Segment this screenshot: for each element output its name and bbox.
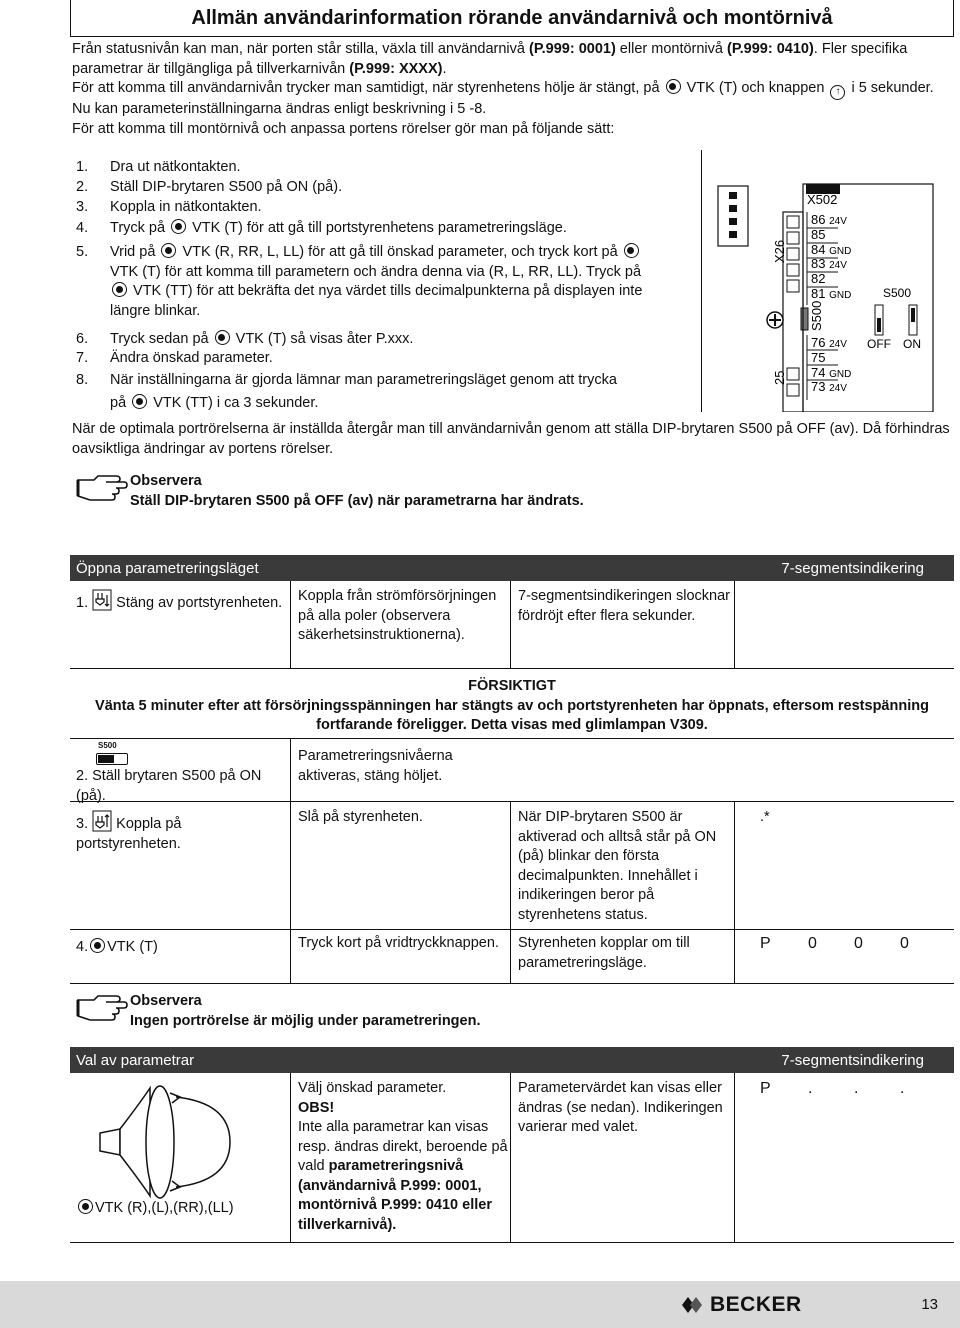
x26-label: X26 [772, 239, 787, 263]
svg-text:82: 82 [811, 271, 826, 286]
s500-label: S500 [883, 286, 912, 300]
table-row: 1. Stäng av portstyrenheten. Koppla från strömförsörjningen på alla poler (observera säkerhetsinstruktionerna). 7-segmentsindikeringen slocknar fördröjt efter flera sekunder. [70, 581, 954, 669]
table-row: 3. Koppla på portstyrenheten. Slå på styrenheten. När DIP-brytaren S500 är aktiverad och alltså står på ON (på) blinkar den första decimalpunkten. Innehållet i indikeringen beror på styrenhetens status. .* [70, 802, 954, 930]
caution-box: FÖRSIKTIGT Vänta 5 minuter efter att försörjningsspänningen har stängts av och portstyrenheten har öppnats, eftersom restspänning fortfarande föreligger. Detta visas med glimlampan V309. [95, 678, 929, 733]
up-button-icon: ↑ [830, 85, 845, 100]
svg-text:74 GND: 74 GND [811, 365, 852, 380]
pointing-hand-icon [76, 472, 128, 502]
seven-segment-display: P 0 0 0 [760, 935, 909, 952]
section-header-open-parameter-mode: Öppna parametreringsläget 7-segmentsindikering [70, 555, 954, 581]
intro [72, 40, 952, 139]
brand-name: BECKER [710, 1293, 802, 1316]
page-number: 13 [921, 1296, 938, 1313]
slide-switch-icon [96, 753, 128, 765]
vtk-knob-icon [132, 394, 147, 409]
svg-text:84 GND: 84 GND [811, 242, 852, 257]
vtk-knob-icon [78, 1199, 93, 1214]
s500-icon-label: S500 [98, 741, 117, 750]
svg-text:83 24V: 83 24V [811, 256, 847, 271]
on-label: ON [903, 337, 921, 351]
dip-switch-icon [801, 308, 808, 330]
vtk-knob-icon [624, 243, 639, 258]
note-2: Observera Ingen portrörelse är möjlig under parametreringen. [72, 992, 952, 1034]
after-paragraph: När de optimala portrörelserna är inställda återgår man till användarnivån genom att ställa DIP-brytaren S500 på OFF (av). Då förhindras oavsiktliga ändringar av portens rörelser. [72, 421, 950, 457]
becker-logo-icon [680, 1293, 704, 1317]
vtk-knob-icon [666, 79, 681, 94]
page-title: Allmän användarinformation rörande användarnivå och montörnivå [191, 7, 833, 29]
vtk-knob-icon [171, 219, 186, 234]
x502-label: X502 [807, 192, 838, 207]
x25-label: 25 [772, 370, 787, 385]
seven-segment-display: P . . . [760, 1080, 905, 1097]
plug-off-icon [92, 589, 112, 611]
intro-paragraph-1: Från statusnivån kan man, när porten står stilla, växla till användarnivå (P.999: 0001) eller montörnivå (P.999: 0410). Fler specifika parametrar är tillgängliga på tillverkarnivån (P.999: XXXX). [72, 41, 908, 77]
s500-vertical-label: S500 [809, 300, 824, 331]
intro-paragraph-2: För att komma till användarnivån trycker man samtidigt, när styrenhetens hölje är stängt, på VTK (T) och knappen ↑ i 5 sekunder. Nu kan parameterinställningarna ändras enligt beskrivning i 5 -8. [72, 80, 934, 117]
pointing-hand-icon [76, 992, 128, 1022]
vtk-knob-icon [161, 243, 176, 258]
svg-text:81 GND: 81 GND [811, 286, 852, 301]
svg-text:75: 75 [811, 350, 826, 365]
table-row: VTK (R),(L),(RR),(LL) Välj önskad parameter. OBS! Inte alla parametrar kan visas resp. ändras direkt, beroende på vald parametreringsnivå (användarnivå P.999: 0001, montörnivå P.999: 0410 eller tillverkarnivå). Parametervärdet kan visas eller ändras (se nedan). Indikeringen varierar med valet. P . . . [70, 1073, 954, 1243]
title-box [70, 0, 954, 37]
table-row: S500 2. Ställ brytaren S500 på ON (på). Parametreringsnivåerna aktiveras, stäng höljet. [70, 738, 954, 802]
terminal-diagram [703, 150, 954, 412]
plug-on-icon [92, 810, 112, 832]
footer [0, 1281, 960, 1328]
intro-paragraph-3: För att komma till montörnivå och anpassa portens rörelser gör man på följande sätt: [72, 120, 615, 137]
svg-text:85: 85 [811, 227, 826, 242]
off-label: OFF [867, 337, 891, 351]
svg-text:73 24V: 73 24V [811, 379, 847, 394]
vtk-knob-icon [90, 938, 105, 953]
svg-text:76 24V: 76 24V [811, 335, 847, 350]
vtk-knob-icon [215, 330, 230, 345]
section-header-select-parameters: Val av parametrar 7-segmentsindikering [70, 1047, 954, 1073]
note-1: Observera Ställ DIP-brytaren S500 på OFF (av) när parametrarna har ändrats. [72, 472, 952, 514]
table-row: 4. VTK (T) Tryck kort på vridtryckknappen. Styrenheten kopplar om till parametreringsläge. P 0 0 0 [70, 930, 954, 984]
rotary-knob-icon [80, 1083, 280, 1201]
svg-text:86 24V: 86 24V [811, 212, 847, 227]
steps-list: 1. Dra ut nätkontakten. 2. Ställ DIP-brytaren S500 på ON (på). 3. Koppla in nätkontakten. 4. Tryck på VTK (T) för att gå till portstyrenhetens parametreringsläge. 5. Vrid på VTK (R, RR, L, LL) för att gå till önskad parameter, och tryck kort på VTK (T) för att komma till parametern och ändra denna via (R, L, RR, LL). Tryck på VTK (TT) för att bekräfta det nya värdet tills decimalpunkterna på displayen inte längre blinkar. 6. Tryck sedan på VTK (T) så visas åter P.xxx. 7. Ändra önskad parameter. 8. När inställningarna är gjorda lämnar man parametreringsläget genom att trycka på VTK (TT) i ca 3 sekunder. [70, 150, 702, 412]
list-item: 5. Vrid på VTK (R, RR, L, LL) för att gå till önskad parameter, och tryck kort på VTK (T) för att komma till parametern och ändra denna via (R, L, RR, LL). Tryck på VTK (TT) för att bekräfta det nya värdet tills decimalpunkterna på displayen inte längre blinkar. [76, 244, 643, 319]
vtk-knob-icon [112, 282, 127, 297]
